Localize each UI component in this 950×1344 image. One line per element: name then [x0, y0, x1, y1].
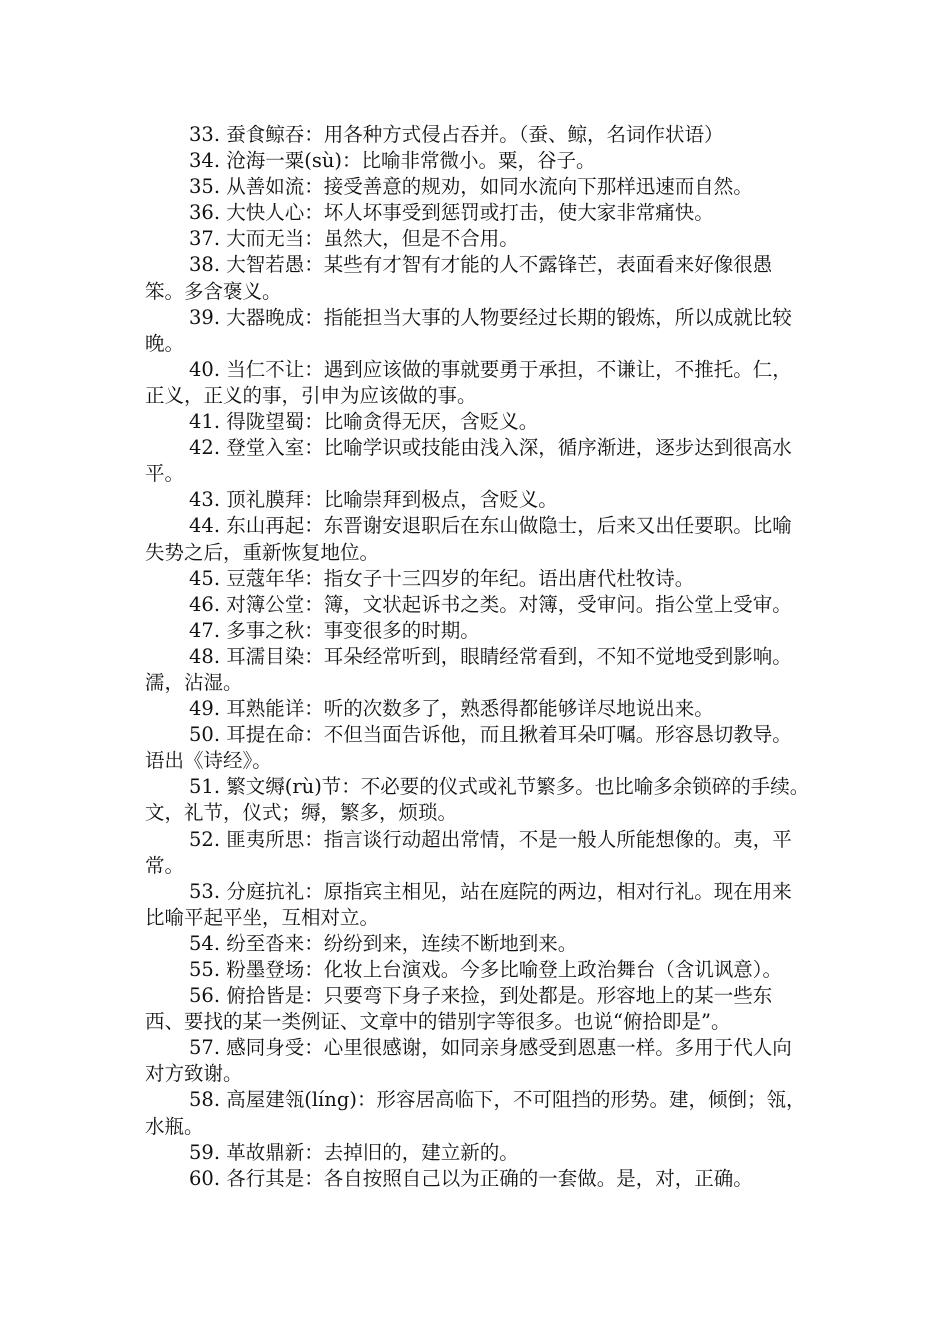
idiom-entry: 34. 沧海一粟(sù)：比喻非常微小。粟，谷子。: [189, 149, 596, 173]
idiom-entry: 42. 登堂入室：比喻学识或技能由浅入深，循序渐进，逐步达到很高水平。: [145, 436, 792, 486]
idiom-entry: 51. 繁文缛(rù)节：不必要的仪式或礼节繁多。也比喻多余锁碎的手续。文，礼节，仪式；缛，繁多，烦琐。: [145, 775, 810, 825]
idiom-entry: 43. 顶礼膜拜：比喻崇拜到极点，含贬义。: [189, 488, 558, 512]
idiom-entry: 45. 豆蔻年华：指女子十三四岁的年纪。语出唐代杜牧诗。: [189, 566, 695, 590]
idiom-entry: 53. 分庭抗礼：原指宾主相见，站在庭院的两边，相对行礼。现在用来比喻平起平坐，互相对立。: [145, 879, 792, 929]
idiom-entry: 38. 大智若愚：某些有才智有才能的人不露锋芒，表面看来好像很愚笨。多含褒义。: [145, 253, 773, 303]
idiom-entry: 59. 革故鼎新：去掉旧的，建立新的。: [189, 1140, 519, 1164]
idiom-entry: 55. 粉墨登场：化妆上台演戏。今多比喻登上政治舞台（含讥讽意）。: [189, 958, 782, 981]
idiom-entry: 39. 大器晚成：指能担当大事的人物要经过长期的锻炼，所以成就比较晚。: [145, 305, 792, 355]
idiom-entry: 49. 耳熟能详：听的次数多了，熟悉得都能够详尽地说出来。: [189, 697, 714, 721]
idiom-entry: 41. 得陇望蜀：比喻贪得无厌，含贬义。: [189, 410, 539, 434]
idiom-entry: 35. 从善如流：接受善意的规劝，如同水流向下那样迅速而自然。: [189, 175, 753, 199]
idiom-entry: 52. 匪夷所思：指言谈行动超出常情，不是一般人所能想像的。夷，平常。: [145, 827, 792, 877]
idiom-entry: 50. 耳提在命：不但当面告诉他，而且揪着耳朵叮嘱。形容恳切教导。语出《诗经》。: [145, 723, 792, 773]
idiom-entry: 40. 当仁不让：遇到应该做的事就要勇于承担，不谦让，不推托。仁，正义，正义的事，引申为应该做的事。: [145, 357, 792, 407]
idiom-entry: 56. 俯拾皆是：只要弯下身子来捡，到处都是。形容地上的某一些东西、要找的某一类例证、文章中的错别字等很多。也说“俯拾即是”。: [145, 984, 773, 1034]
idiom-entry: 60. 各行其是：各自按照自己以为正确的一套做。是，对，正确。: [189, 1166, 753, 1190]
idiom-entry: 58. 高屋建瓴(líng)：形容居高临下，不可阻挡的形势。建，倾倒；瓴，水瓶。: [145, 1088, 806, 1138]
idiom-entry: 37. 大而无当：虽然大，但是不合用。: [189, 227, 519, 251]
idiom-entry: 33. 蚕食鲸吞：用各种方式侵占吞并。（蚕、鲸，名词作状语）: [189, 123, 724, 146]
idiom-entry: 54. 纷至沓来：纷纷到来，连续不断地到来。: [189, 931, 578, 955]
idiom-entry: 36. 大快人心：坏人坏事受到惩罚或打击，使大家非常痛快。: [189, 201, 714, 225]
idiom-entry: 48. 耳濡目染：耳朵经常听到，眼睛经常看到，不知不觉地受到影响。濡，沾湿。: [145, 644, 792, 694]
idiom-entry: 46. 对簿公堂：簿，文状起诉书之类。对簿，受审问。指公堂上受审。: [189, 592, 792, 616]
idiom-entry: 57. 感同身受：心里很感谢，如同亲身感受到恩惠一样。多用于代人向对方致谢。: [145, 1036, 792, 1086]
idiom-entry: 47. 多事之秋：事变很多的时期。: [189, 618, 480, 642]
idiom-entry: 44. 东山再起：东晋谢安退职后在东山做隐士，后来又出任要职。比喻失势之后，重新恢复地位。: [145, 514, 792, 564]
document-page: [145, 122, 810, 1192]
